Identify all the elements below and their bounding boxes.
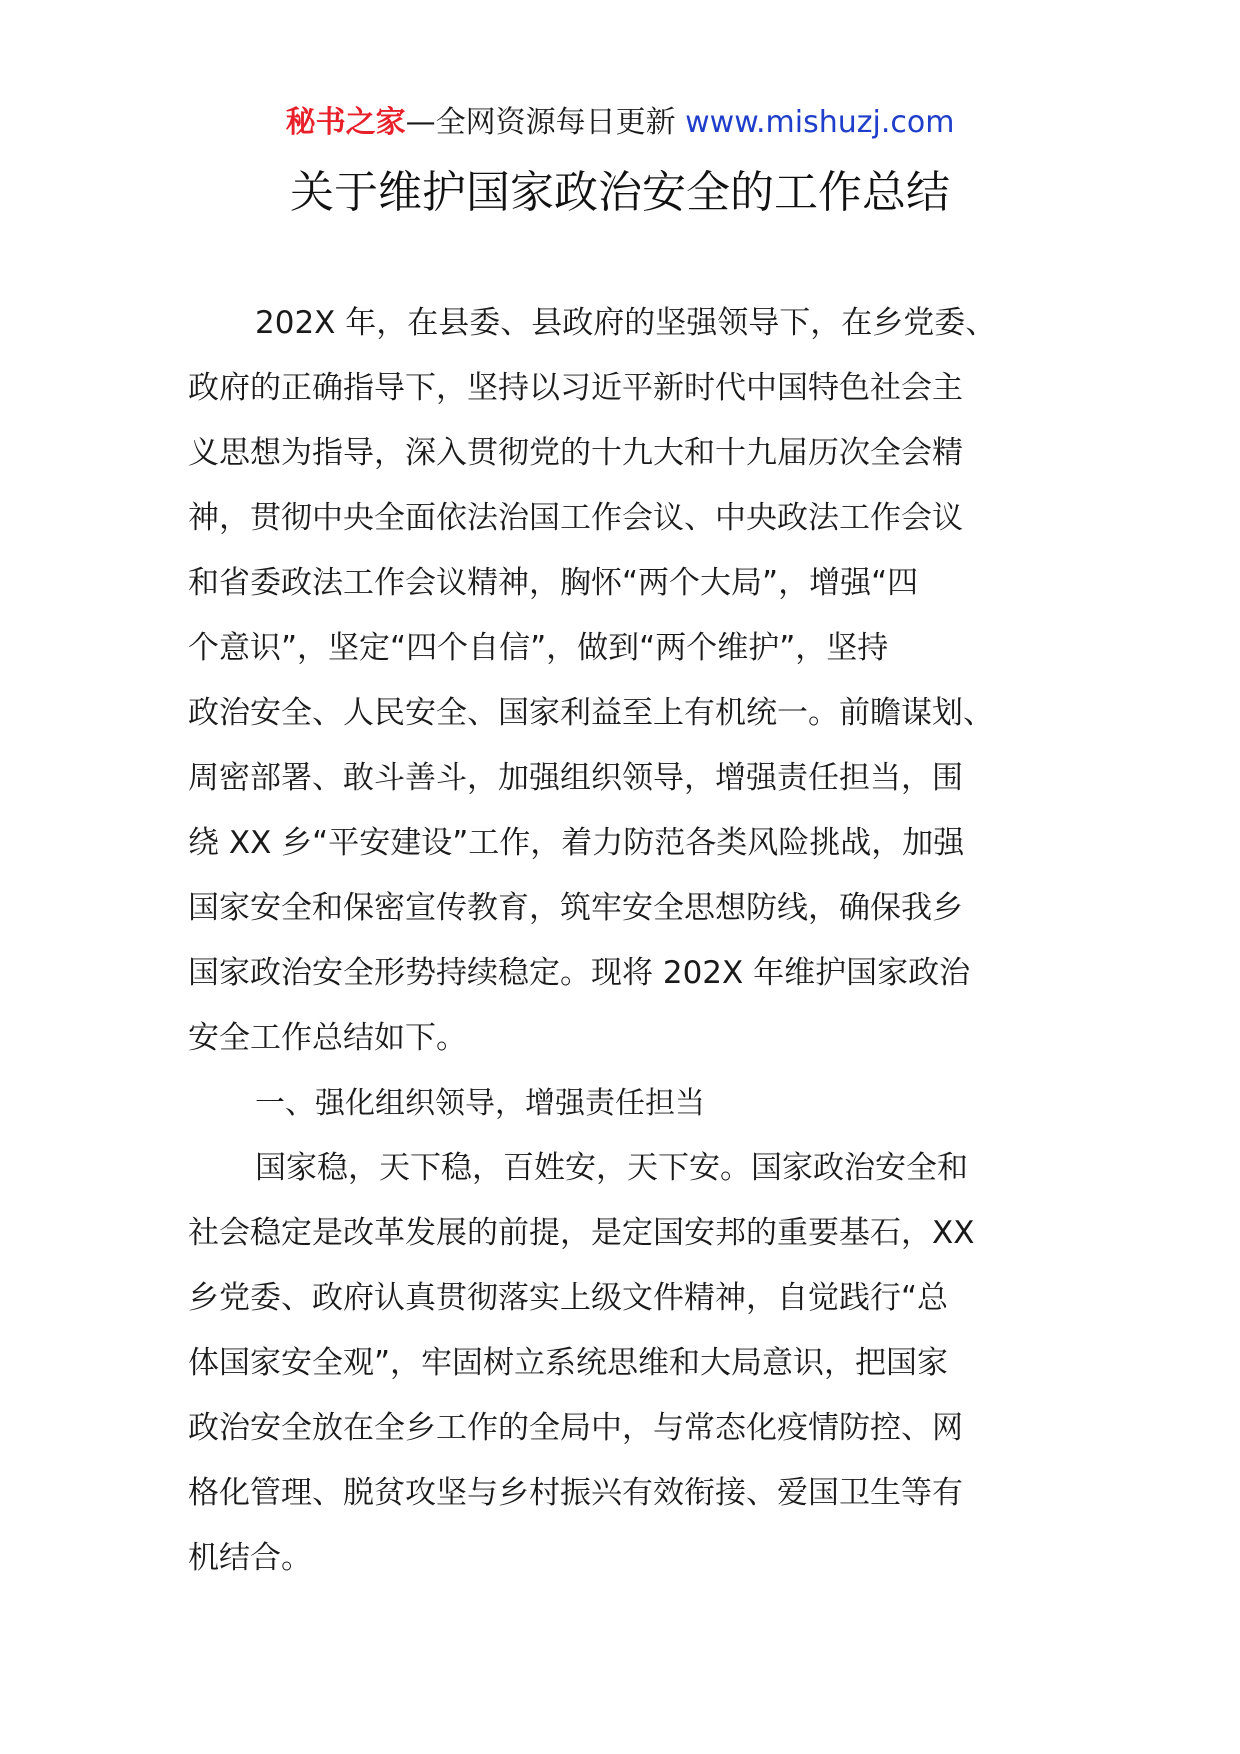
paragraph-line: 202X 年，在县委、县政府的坚强领导下，在乡党委、 — [255, 305, 997, 341]
paragraph-line: 乡党委、政府认真贯彻落实上级文件精神，自觉践行“总 — [188, 1280, 949, 1316]
document-body — [188, 291, 1056, 1591]
paragraph-line: 社会稳定是改革发展的前提，是定国安邦的重要基石，XX — [188, 1215, 975, 1251]
paragraph-line: 个意识”，坚定“四个自信”，做到“两个维护”，坚持 — [188, 630, 889, 666]
paragraph-line: 国家稳，天下稳，百姓安，天下安。国家政治安全和 — [255, 1150, 968, 1186]
paragraph-line: 政治安全放在全乡工作的全局中，与常态化疫情防控、网 — [188, 1410, 963, 1446]
paragraph-line: 国家安全和保密宣传教育，筑牢安全思想防线，确保我乡 — [188, 890, 963, 926]
paragraph-line: 政治安全、人民安全、国家利益至上有机统一。前瞻谋划、 — [188, 695, 994, 731]
paragraph-line: 神，贯彻中央全面依法治国工作会议、中央政法工作会议 — [188, 500, 963, 536]
paragraph-line: 政府的正确指导下，坚持以习近平新时代中国特色社会主 — [188, 370, 963, 406]
paragraph-line: 绕 XX 乡“平安建设”工作，着力防范各类风险挑战，加强 — [188, 825, 965, 861]
paragraph-line: 国家政治安全形势持续稳定。现将 202X 年维护国家政治 — [188, 955, 971, 991]
site-url-link[interactable]: www.mishuzj.com — [685, 105, 955, 140]
paragraph-line: 周密部署、敢斗善斗，加强组织领导，增强责任担当，围 — [188, 760, 963, 796]
paragraph-line: 和省委政法工作会议精神，胸怀“两个大局”，增强“四 — [188, 565, 919, 601]
document-title: 关于维护国家政治安全的工作总结 — [290, 167, 950, 218]
section-heading: 一、强化组织领导，增强责任担当 — [255, 1086, 705, 1121]
paragraph-line: 体国家安全观”，牢固树立系统思维和大局意识，把国家 — [188, 1345, 949, 1381]
paragraph-line: 格化管理、脱贫攻坚与乡村振兴有效衔接、爱国卫生等有 — [188, 1475, 963, 1511]
paragraph-line: 义思想为指导，深入贯彻党的十九大和十九届历次全会精 — [188, 435, 963, 471]
paragraph-line: 安全工作总结如下。 — [188, 1020, 467, 1056]
site-banner — [0, 103, 1240, 143]
brand-name: 秘书之家 — [285, 105, 406, 140]
paragraph-line: 机结合。 — [188, 1540, 312, 1576]
banner-slogan: —全网资源每日更新 — [405, 105, 676, 140]
